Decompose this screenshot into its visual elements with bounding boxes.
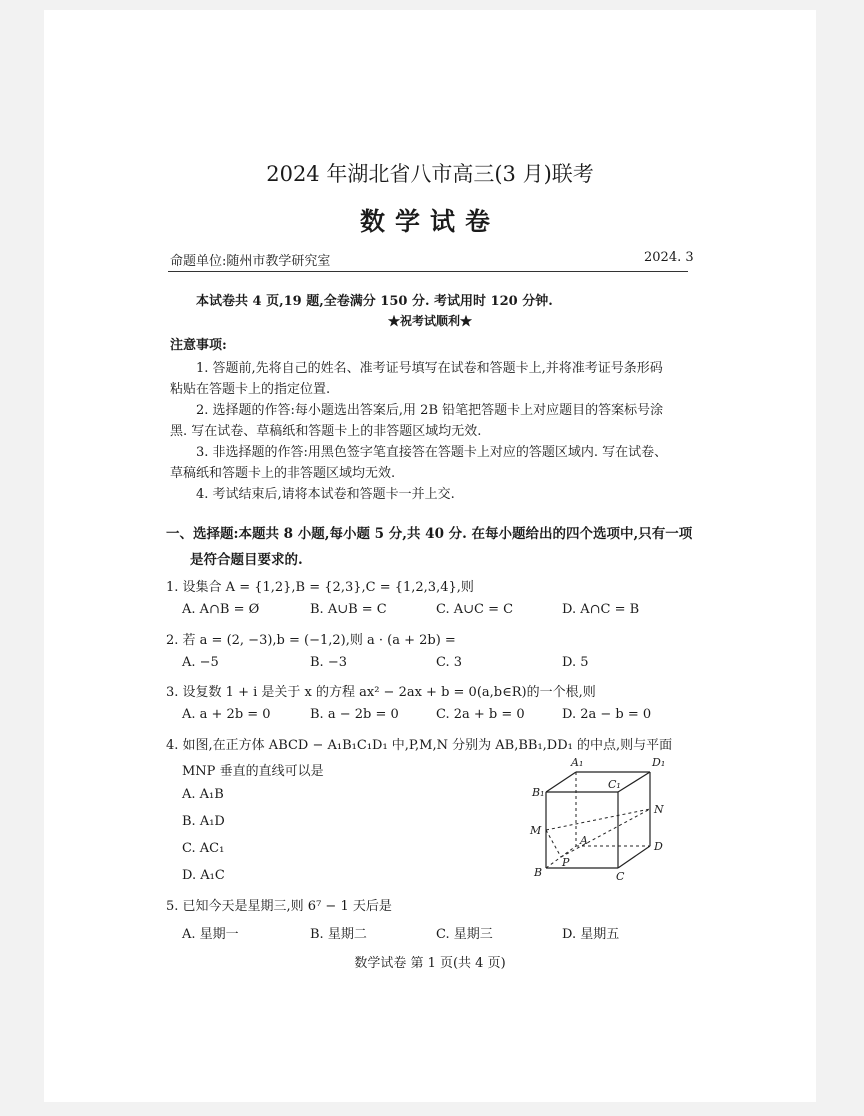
- label-c1: C₁: [608, 778, 621, 791]
- question-3-option-a: A. a + 2b = 0: [182, 707, 271, 722]
- edge-c1-d1: [618, 772, 650, 792]
- question-2-stem: 2. 若 a = (2, −3),b = (−1,2),则 a · (a + 2b) =: [166, 633, 456, 648]
- label-a: A: [580, 834, 588, 847]
- notice-heading: 注意事项:: [170, 338, 227, 353]
- question-2-option-c: C. 3: [436, 655, 463, 670]
- notice-line: 草稿纸和答题卡上的非答题区域均无效.: [170, 466, 396, 481]
- notice-line: 黑. 写在试卷、草稿纸和答题卡上的非答题区域均无效.: [170, 424, 482, 439]
- notice-line: 2. 选择题的作答:每小题选出答案后,用 2B 铅笔把答题卡上对应题目的答案标号涂: [196, 403, 664, 418]
- notice-line: 3. 非选择题的作答:用黑色签字笔直接答在答题卡上对应的答题区域内. 写在试卷、: [196, 445, 668, 460]
- question-2-option-b: B. −3: [310, 655, 347, 670]
- exam-subtitle: 数学试卷: [359, 207, 500, 236]
- label-c: C: [616, 870, 625, 883]
- label-b: B: [534, 866, 543, 879]
- question-3-option-c: C. 2a + b = 0: [436, 707, 525, 722]
- label-d1: D₁: [652, 756, 666, 769]
- author-unit: 命题单位:随州市教学研究室: [170, 254, 331, 269]
- label-n: N: [654, 803, 664, 816]
- question-3-option-b: B. a − 2b = 0: [310, 707, 399, 722]
- question-5-option-b: B. 星期二: [310, 927, 367, 942]
- question-5-stem: 5. 已知今天是星期三,则 6⁷ − 1 天后是: [166, 899, 392, 914]
- question-4-option-c: C. AC₁: [182, 841, 225, 856]
- section-heading-cont: 是符合题目要求的.: [190, 552, 303, 568]
- question-3-option-d: D. 2a − b = 0: [562, 707, 652, 722]
- segment-m-n: [546, 809, 650, 830]
- question-5-option-d: D. 星期五: [562, 927, 620, 942]
- question-3-stem: 3. 设复数 1 + i 是关于 x 的方程 ax² − 2ax + b = 0(a,b∈R)的一个根,则: [166, 685, 596, 700]
- exam-summary: 本试卷共 4 页,19 题,全卷满分 150 分. 考试用时 120 分钟.: [196, 294, 553, 309]
- question-1-option-b: B. A∪B = C: [310, 602, 387, 617]
- question-4-stem-cont: MNP 垂直的直线可以是: [182, 764, 324, 779]
- label-b1: B₁: [532, 786, 545, 799]
- cube-figure: [528, 750, 678, 886]
- question-1-option-a: A. A∩B = Ø: [182, 602, 260, 617]
- question-4-option-b: B. A₁D: [182, 814, 225, 829]
- question-4-stem: 4. 如图,在正方体 ABCD − A₁B₁C₁D₁ 中,P,M,N 分别为 AB,BB₁,DD₁ 的中点,则与平面: [166, 738, 673, 753]
- question-1-option-c: C. A∪C = C: [436, 602, 514, 617]
- page-footer: 数学试卷 第 1 页(共 4 页): [354, 956, 506, 971]
- segment-p-n: [561, 809, 650, 857]
- question-2-option-d: D. 5: [562, 655, 589, 670]
- notice-line: 4. 考试结束后,请将本试卷和答题卡一并上交.: [196, 487, 455, 502]
- label-p: P: [562, 856, 570, 869]
- question-1-option-d: D. A∩C = B: [562, 602, 640, 617]
- label-a1: A₁: [571, 756, 584, 769]
- notice-line: 粘贴在答题卡上的指定位置.: [170, 382, 331, 397]
- question-2-option-a: A. −5: [182, 655, 219, 670]
- good-luck-line: ★祝考试顺利★: [387, 314, 472, 328]
- edge-b1-a1: [546, 772, 576, 792]
- exam-title: 2024 年湖北省八市高三(3 月)联考: [266, 162, 594, 186]
- label-d: D: [654, 840, 663, 853]
- question-5-option-a: A. 星期一: [182, 927, 239, 942]
- exam-date: 2024. 3: [644, 250, 694, 265]
- header-divider: [168, 271, 688, 272]
- label-m: M: [530, 824, 542, 837]
- exam-page: [44, 10, 816, 1102]
- question-4-option-d: D. A₁C: [182, 868, 225, 883]
- question-1-stem: 1. 设集合 A = {1,2},B = {2,3},C = {1,2,3,4},则: [166, 580, 474, 595]
- notice-line: 1. 答题前,先将自己的姓名、准考证号填写在试卷和答题卡上,并将准考证号条形码: [196, 361, 663, 376]
- question-4-option-a: A. A₁B: [182, 787, 224, 802]
- edge-c-d: [618, 846, 650, 868]
- segment-m-p: [546, 830, 561, 857]
- question-5-option-c: C. 星期三: [436, 927, 493, 942]
- section-heading: 一、选择题:本题共 8 小题,每小题 5 分,共 40 分. 在每小题给出的四个选项中,只有一项: [166, 526, 693, 542]
